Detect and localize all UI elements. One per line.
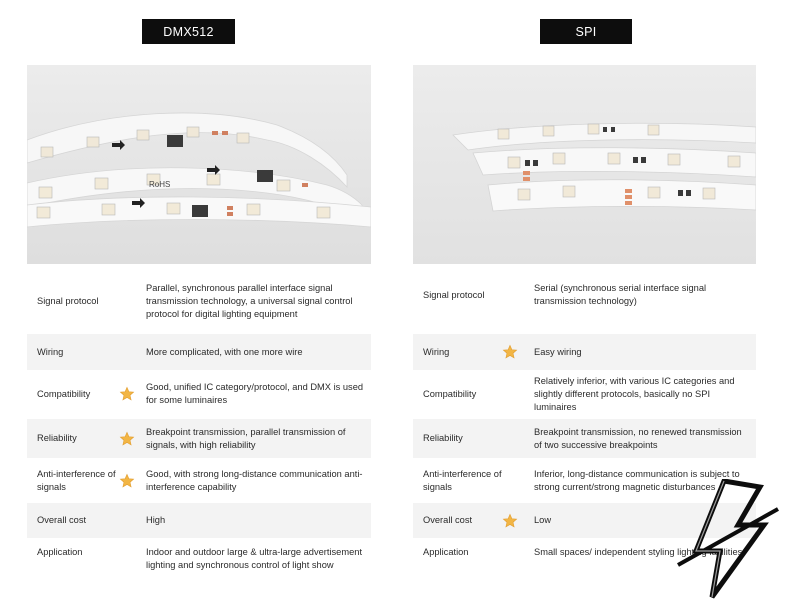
star-icon: [119, 473, 135, 489]
row-value: Parallel, synchronous parallel interface signal transmission technology, a universal signal control protocol for digital lighting equipment: [146, 282, 353, 319]
row-label: Signal protocol: [37, 295, 99, 306]
row-label: Anti-interference of signals: [423, 469, 502, 492]
row-label: Wiring: [423, 346, 450, 357]
row-label: Application: [423, 547, 469, 557]
row-label: Overall cost: [37, 515, 87, 525]
dmx512-row-compatibility: [27, 373, 371, 415]
row-value: Good, with strong long-distance communication anti-interference capability: [146, 469, 363, 492]
row-label: Compatibility: [423, 388, 477, 399]
spi-row-compatibility: [413, 373, 756, 415]
row-label: Signal protocol: [423, 289, 485, 300]
spi-row-signal-protocol: [413, 270, 756, 320]
star-icon: [502, 344, 518, 360]
row-value: Indoor and outdoor large & ultra-large advertisement lighting and synchronous control of light show: [146, 547, 363, 570]
row-label: Application: [37, 547, 83, 557]
dmx512-row-overall-cost: [27, 503, 371, 538]
brand-lightning-logo: [674, 479, 782, 599]
dmx512-row-reliability: [27, 419, 371, 458]
row-label: Reliability: [37, 433, 77, 443]
row-value: Breakpoint transmission, parallel transmission of signals, with high reliability: [146, 426, 346, 450]
row-label: Reliability: [423, 433, 463, 443]
spi-header-badge: SPI: [540, 19, 632, 44]
dmx512-led-strip-photo: [27, 65, 371, 264]
dmx512-header-badge: DMX512: [142, 19, 235, 44]
rohs-mark: RoHS: [149, 180, 171, 189]
dmx512-row-anti-interference: [27, 461, 371, 501]
row-label: Wiring: [37, 346, 64, 357]
row-value: Good, unified IC category/protocol, and DMX is used for some luminaires: [146, 382, 364, 405]
row-value: Easy wiring: [534, 346, 582, 357]
row-value: High: [146, 515, 166, 525]
row-value: Inferior, long-distance communication is subject to strong current/strong magnetic disturbances: [534, 469, 740, 492]
row-value: Breakpoint transmission, no renewed transmission of two successive breakpoints: [534, 426, 742, 450]
spi-led-strip-photo: [413, 65, 756, 264]
row-value: Low: [534, 515, 552, 525]
row-value: Relatively inferior, with various IC categories and slightly different protocols, basically no SPI luminaires: [534, 375, 735, 412]
row-value: Small spaces/ independent styling lighting facilities: [534, 547, 743, 557]
star-icon: [502, 513, 518, 529]
row-value: More complicated, with one more wire: [146, 346, 303, 357]
row-label: Overall cost: [423, 515, 473, 525]
spi-row-reliability: [413, 419, 756, 458]
star-icon: [119, 431, 135, 447]
row-label: Anti-interference of signals: [37, 469, 116, 492]
row-label: Compatibility: [37, 388, 91, 399]
star-icon: [119, 386, 135, 402]
dmx512-row-wiring: [27, 334, 371, 370]
spi-row-wiring: [413, 334, 756, 370]
dmx512-row-signal-protocol: [27, 270, 371, 332]
row-value: Serial (synchronous serial interface signal transmission technology): [534, 283, 707, 306]
dmx512-row-application: [27, 541, 371, 591]
